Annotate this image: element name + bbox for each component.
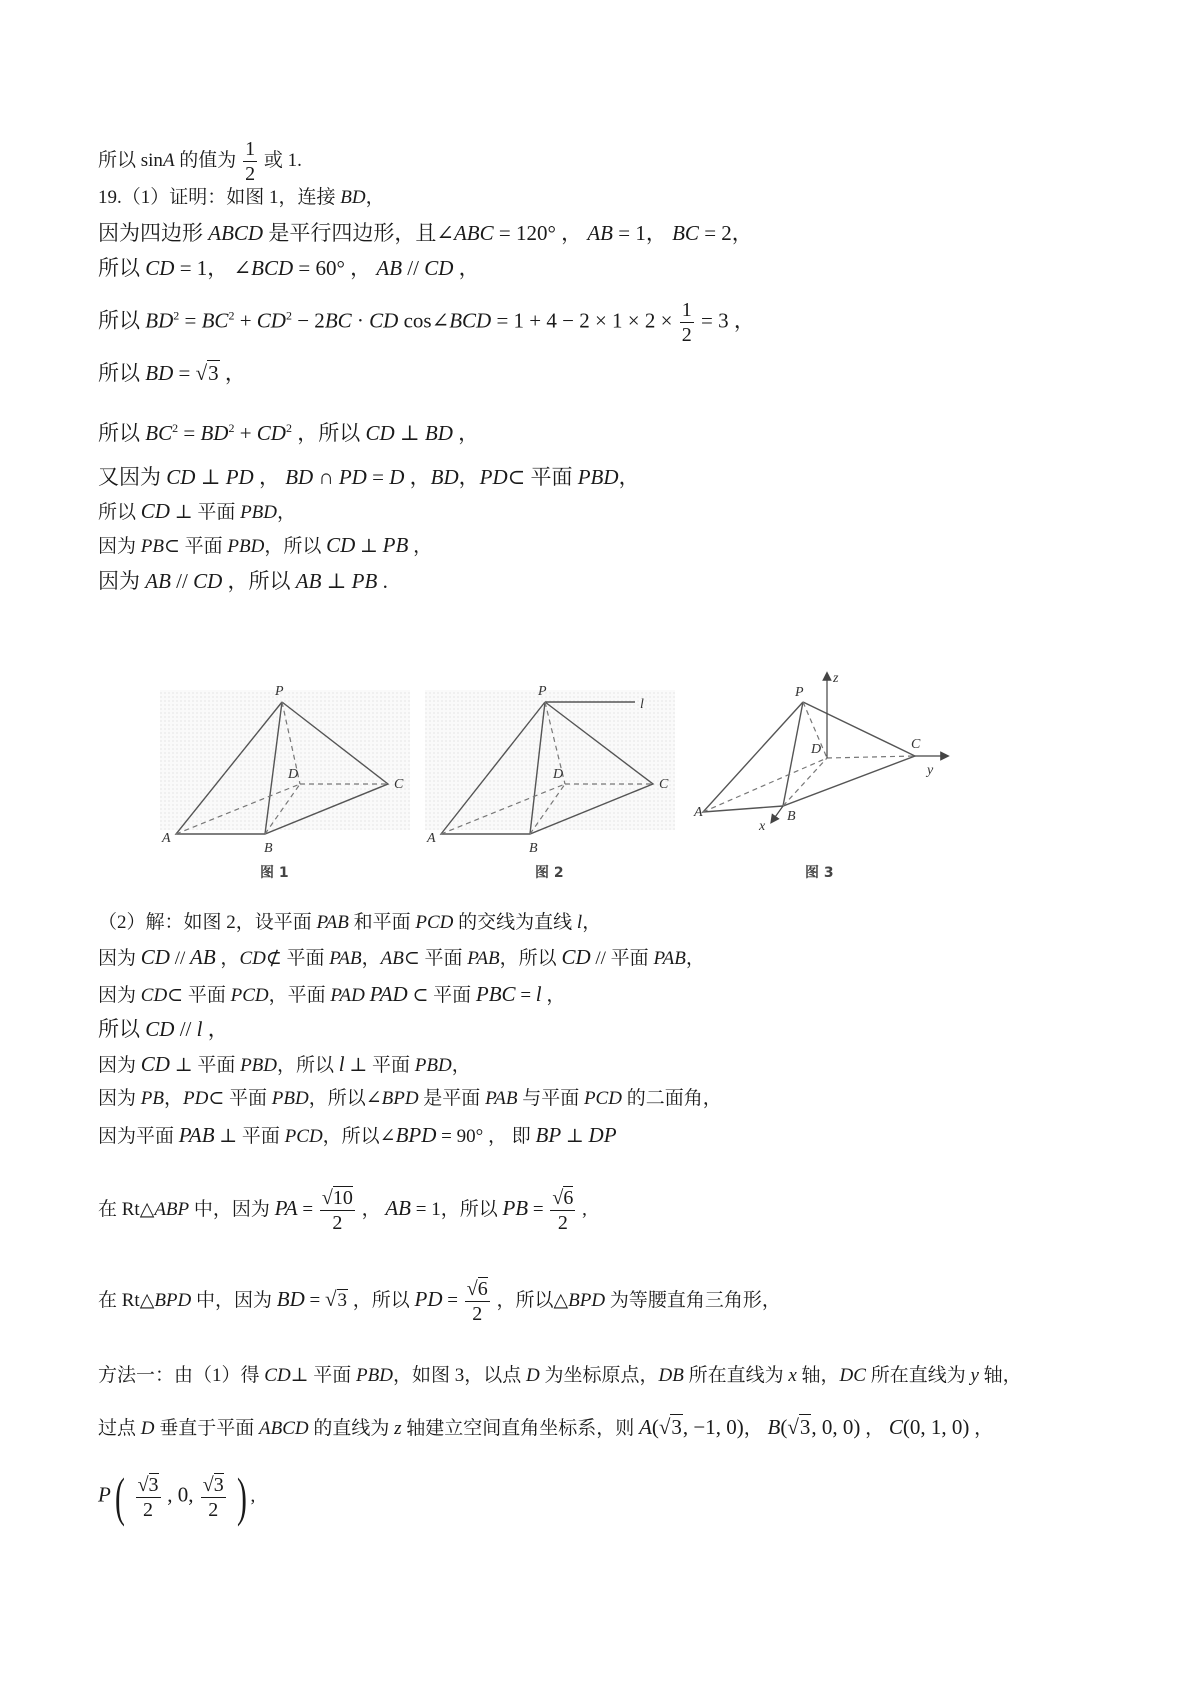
vertex-label: P	[795, 685, 804, 700]
text-line: 所以 CD = 1， ∠BCD = 60° ， AB // CD ，	[98, 256, 480, 280]
fraction: $\frac{√3}{2}$	[137, 1473, 159, 1521]
vertex-label: A	[162, 831, 171, 846]
fraction: $\frac{√6}{2}$	[466, 1278, 488, 1325]
vertex-label: B	[787, 809, 796, 824]
text-line: 方法一：由（1）得 CD⊥ 平面 PBD，如图 3，以点 D 为坐标原点，DB 所在直线为 x 轴，DC 所在直线为 y 轴，	[98, 1365, 1022, 1386]
text-line: 在 Rt△BPD 中，因为 BD = √3 ，所以 PD = $\frac{√6}{2}$ ，所以△BPD 为等腰直角三角形，	[98, 1278, 781, 1325]
text-line: （2）解：如图 2，设平面 PAB 和平面 PCD 的交线为直线 l，	[98, 912, 602, 933]
text-line: 所以 $BC^2 = BD^2 + CD^2$ ，所以 CD ⊥ BD ，	[98, 421, 480, 445]
sqrt: √3	[325, 1286, 348, 1311]
vertex-label: D	[811, 742, 822, 757]
text-line: P( $\frac{√3}{2}$ , 0, $\frac{√3}{2}$ ) ,	[98, 1467, 256, 1527]
fraction: $\frac{√3}{2}$	[202, 1473, 224, 1521]
figure-caption: 图 1	[260, 865, 289, 881]
figure-1	[160, 680, 410, 881]
text-line: 所以 CD ⊥ 平面 PBD，	[98, 499, 297, 523]
figure-caption: 图 2	[535, 865, 564, 881]
text-line: 所以 sinA 的值为 $\frac{1}{2}$ 或 1.	[98, 138, 302, 185]
text-line: 过点 D 垂直于平面 ABCD 的直线为 z 轴建立空间直角坐标系，则 A(√3, −1, 0)， B(√3, 0, 0) ， C(0, 1, 0) ，	[98, 1415, 994, 1439]
text-line: 所以 $BD^2 = BC^2 + CD^2 - 2BC$ · CD cos∠BCD = 1 + 4 − 2 × 1 × 2 × $\frac{1}{2}$ = 3 ，	[98, 299, 755, 346]
axis-label: z	[833, 671, 839, 686]
text-line: 因为 CD // AB ，CD⊄ 平面 PAB，AB⊂ 平面 PAB，所以 CD // 平面 PAB，	[98, 945, 705, 969]
figure-2	[425, 680, 675, 881]
fraction: $\frac{√6}{2}$	[552, 1187, 574, 1234]
sqrt: √3	[195, 361, 219, 385]
vertex-label: D	[288, 767, 299, 782]
text-line: 因为 CD ⊥ 平面 PBD，所以 l ⊥ 平面 PBD，	[98, 1052, 471, 1076]
figure-row	[160, 671, 1040, 890]
fraction: $\frac{1}{2}$	[681, 299, 692, 346]
text-line: 因为 AB // CD ，所以 AB ⊥ PB .	[98, 569, 388, 593]
axis-label: x	[759, 819, 766, 834]
text-line: 19.（1）证明：如图 1，连接 BD，	[98, 187, 385, 208]
text-line: 所以 BD = √3 ，	[98, 361, 246, 385]
vertex-label: C	[394, 777, 404, 792]
figure-caption: 图 3	[805, 865, 834, 881]
vertex-label: D	[553, 767, 564, 782]
figure-3	[694, 640, 955, 881]
line-label: l	[640, 697, 644, 712]
vertex-label: P	[275, 684, 284, 699]
text-line: 在 Rt△ABP 中，因为 PA = $\frac{√10}{2}$ ， AB = 1，所以 PB = $\frac{√6}{2}$ ,	[98, 1187, 587, 1234]
text-line: 因为 CD⊂ 平面 PCD，平面 PAD PAD ⊂ 平面 PBC = l ，	[98, 982, 566, 1006]
vertex-label: B	[529, 841, 538, 856]
text-line: 因为平面 PAB ⊥ 平面 PCD，所以∠BPD = 90° ， 即 BP ⊥ DP	[98, 1123, 617, 1147]
axis-label: y	[927, 763, 934, 778]
text-line: 因为 PB，PD⊂ 平面 PBD，所以∠BPD 是平面 PAB 与平面 PCD 的二面角，	[98, 1088, 722, 1109]
text-line: 因为四边形 ABCD 是平行四边形，且∠ABC = 120° ， AB = 1， BC = 2，	[98, 221, 753, 245]
text-line: 又因为 CD ⊥ PD ， BD ∩ PD = D ，BD，PD⊂ 平面 PBD，	[98, 465, 640, 489]
vertex-label: C	[911, 737, 921, 752]
text-line: 因为 PB⊂ 平面 PBD，所以 CD ⊥ PB ，	[98, 533, 433, 557]
fraction: $\frac{1}{2}$	[245, 138, 256, 185]
fraction: $\frac{√10}{2}$	[321, 1187, 353, 1234]
vertex-label: P	[538, 684, 547, 699]
vertex-label: A	[694, 805, 703, 820]
vertex-label: C	[659, 777, 669, 792]
text-line: 所以 CD // l ，	[98, 1017, 229, 1041]
vertex-label: A	[427, 831, 436, 846]
vertex-label: B	[264, 841, 273, 856]
